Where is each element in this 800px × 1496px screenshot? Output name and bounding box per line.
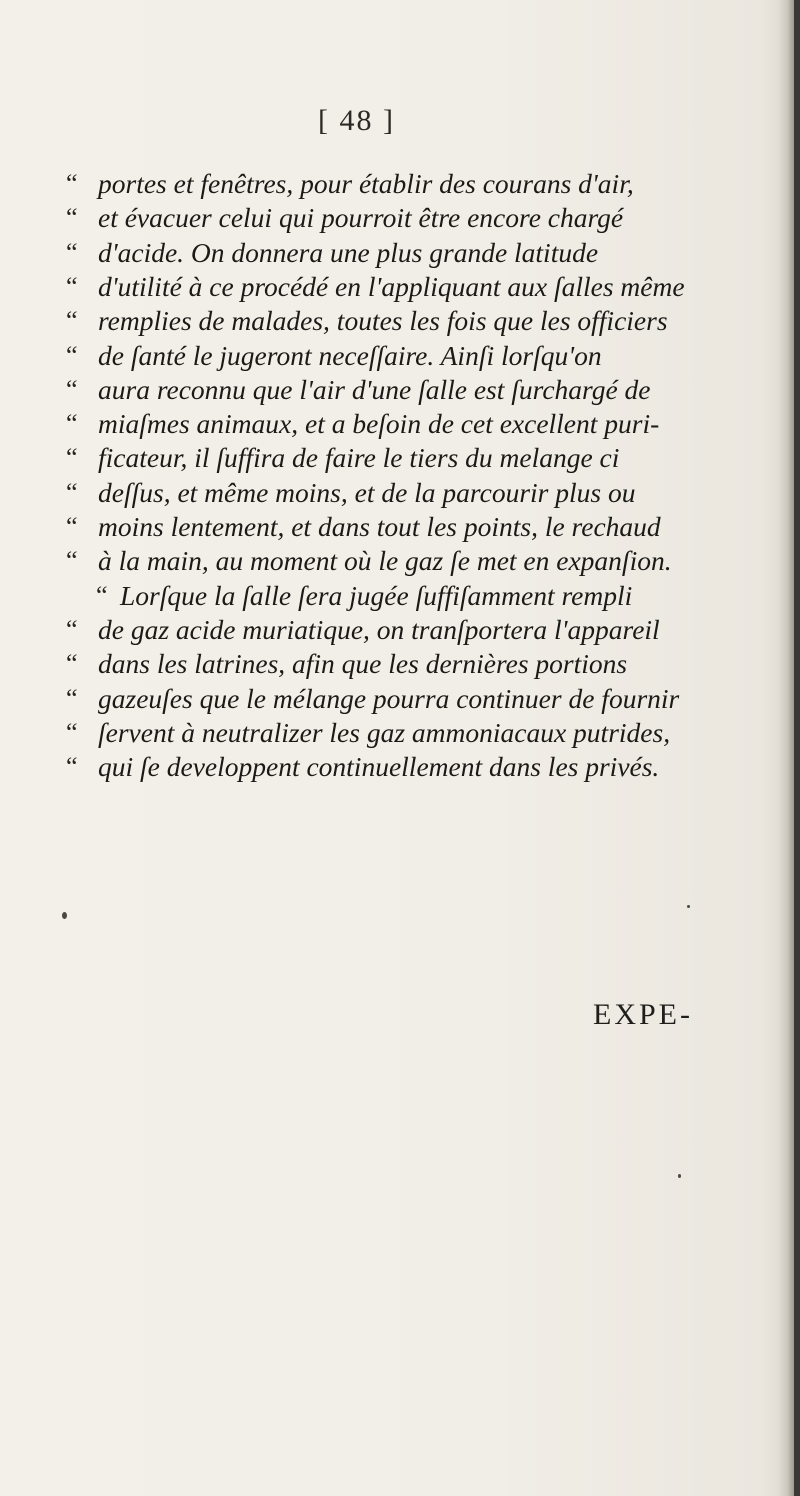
- quotation-mark: “: [66, 271, 78, 301]
- text-line: moins lentement, et dans tout les points, le rechaud: [98, 511, 661, 542]
- quotation-mark: “: [66, 169, 78, 198]
- text-line: Lorſque la ſalle ſera jugée ſuffiſamment rempli: [120, 579, 633, 611]
- text-line: de gaz acide muriatique, on tranſportera l'appareil: [98, 613, 660, 645]
- page-number: [ 48 ]: [318, 104, 395, 137]
- text-line: de ſanté le jugeront neceſſaire. Ainſi lorſqu'on: [98, 339, 602, 371]
- ink-speck: [687, 905, 690, 908]
- text-line: à la main, au moment où le gaz ſe met en expanſion.: [98, 545, 672, 577]
- text-line: miaſmes animaux, et a beſoin de cet excellent puri-: [98, 408, 660, 440]
- quotation-mark: “: [66, 306, 78, 336]
- quotation-mark: “: [66, 477, 78, 507]
- quotation-mark: “: [66, 443, 78, 473]
- text-line: dans les latrines, afin que les dernières portions: [98, 648, 628, 680]
- text-line: d'utilité à ce procédé en l'appliquant aux ſalles même: [98, 270, 685, 302]
- quotation-mark: “: [66, 374, 78, 404]
- quotation-mark: “: [66, 546, 78, 576]
- quotation-mark: “: [66, 340, 78, 370]
- ink-speck: [678, 1174, 681, 1178]
- quotation-mark: “: [66, 752, 78, 782]
- text-line: deſſus, et même moins, et de la parcourir plus ou: [98, 476, 636, 508]
- text-line: ficateur, il ſuffira de faire le tiers du melange ci: [98, 442, 620, 474]
- quotation-mark: “: [66, 649, 78, 679]
- text-line: et évacuer celui qui pourroit être encore chargé: [98, 202, 624, 234]
- quotation-mark: “: [66, 683, 78, 713]
- text-line: qui ſe developpent continuellement dans les privés.: [98, 751, 660, 783]
- ink-speck: [62, 912, 67, 919]
- text-line: d'acide. On donnera une plus grande latitude: [98, 236, 599, 268]
- catchword: EXPE-: [593, 998, 693, 1031]
- quotation-mark: “: [66, 409, 78, 439]
- text-line: portes et fenêtres, pour établir des courans d'air,: [98, 168, 634, 199]
- page-edge-shadow: [778, 0, 800, 1496]
- quotation-mark: “: [66, 512, 78, 541]
- text-line: gazeuſes que le mélange pourra continuer de fournir: [98, 682, 680, 714]
- quotation-mark: “: [66, 614, 78, 644]
- quotation-mark: “: [66, 717, 78, 747]
- text-line: remplies de malades, toutes les fois que les officiers: [98, 305, 668, 337]
- quotation-mark: “: [66, 203, 78, 233]
- text-line: ſervent à neutralizer les gaz ammoniacaux putrides,: [98, 716, 671, 748]
- quotation-mark: “: [96, 580, 108, 610]
- text-line: aura reconnu que l'air d'une ſalle est ſurchargé de: [98, 373, 651, 405]
- quotation-mark: “: [66, 237, 78, 267]
